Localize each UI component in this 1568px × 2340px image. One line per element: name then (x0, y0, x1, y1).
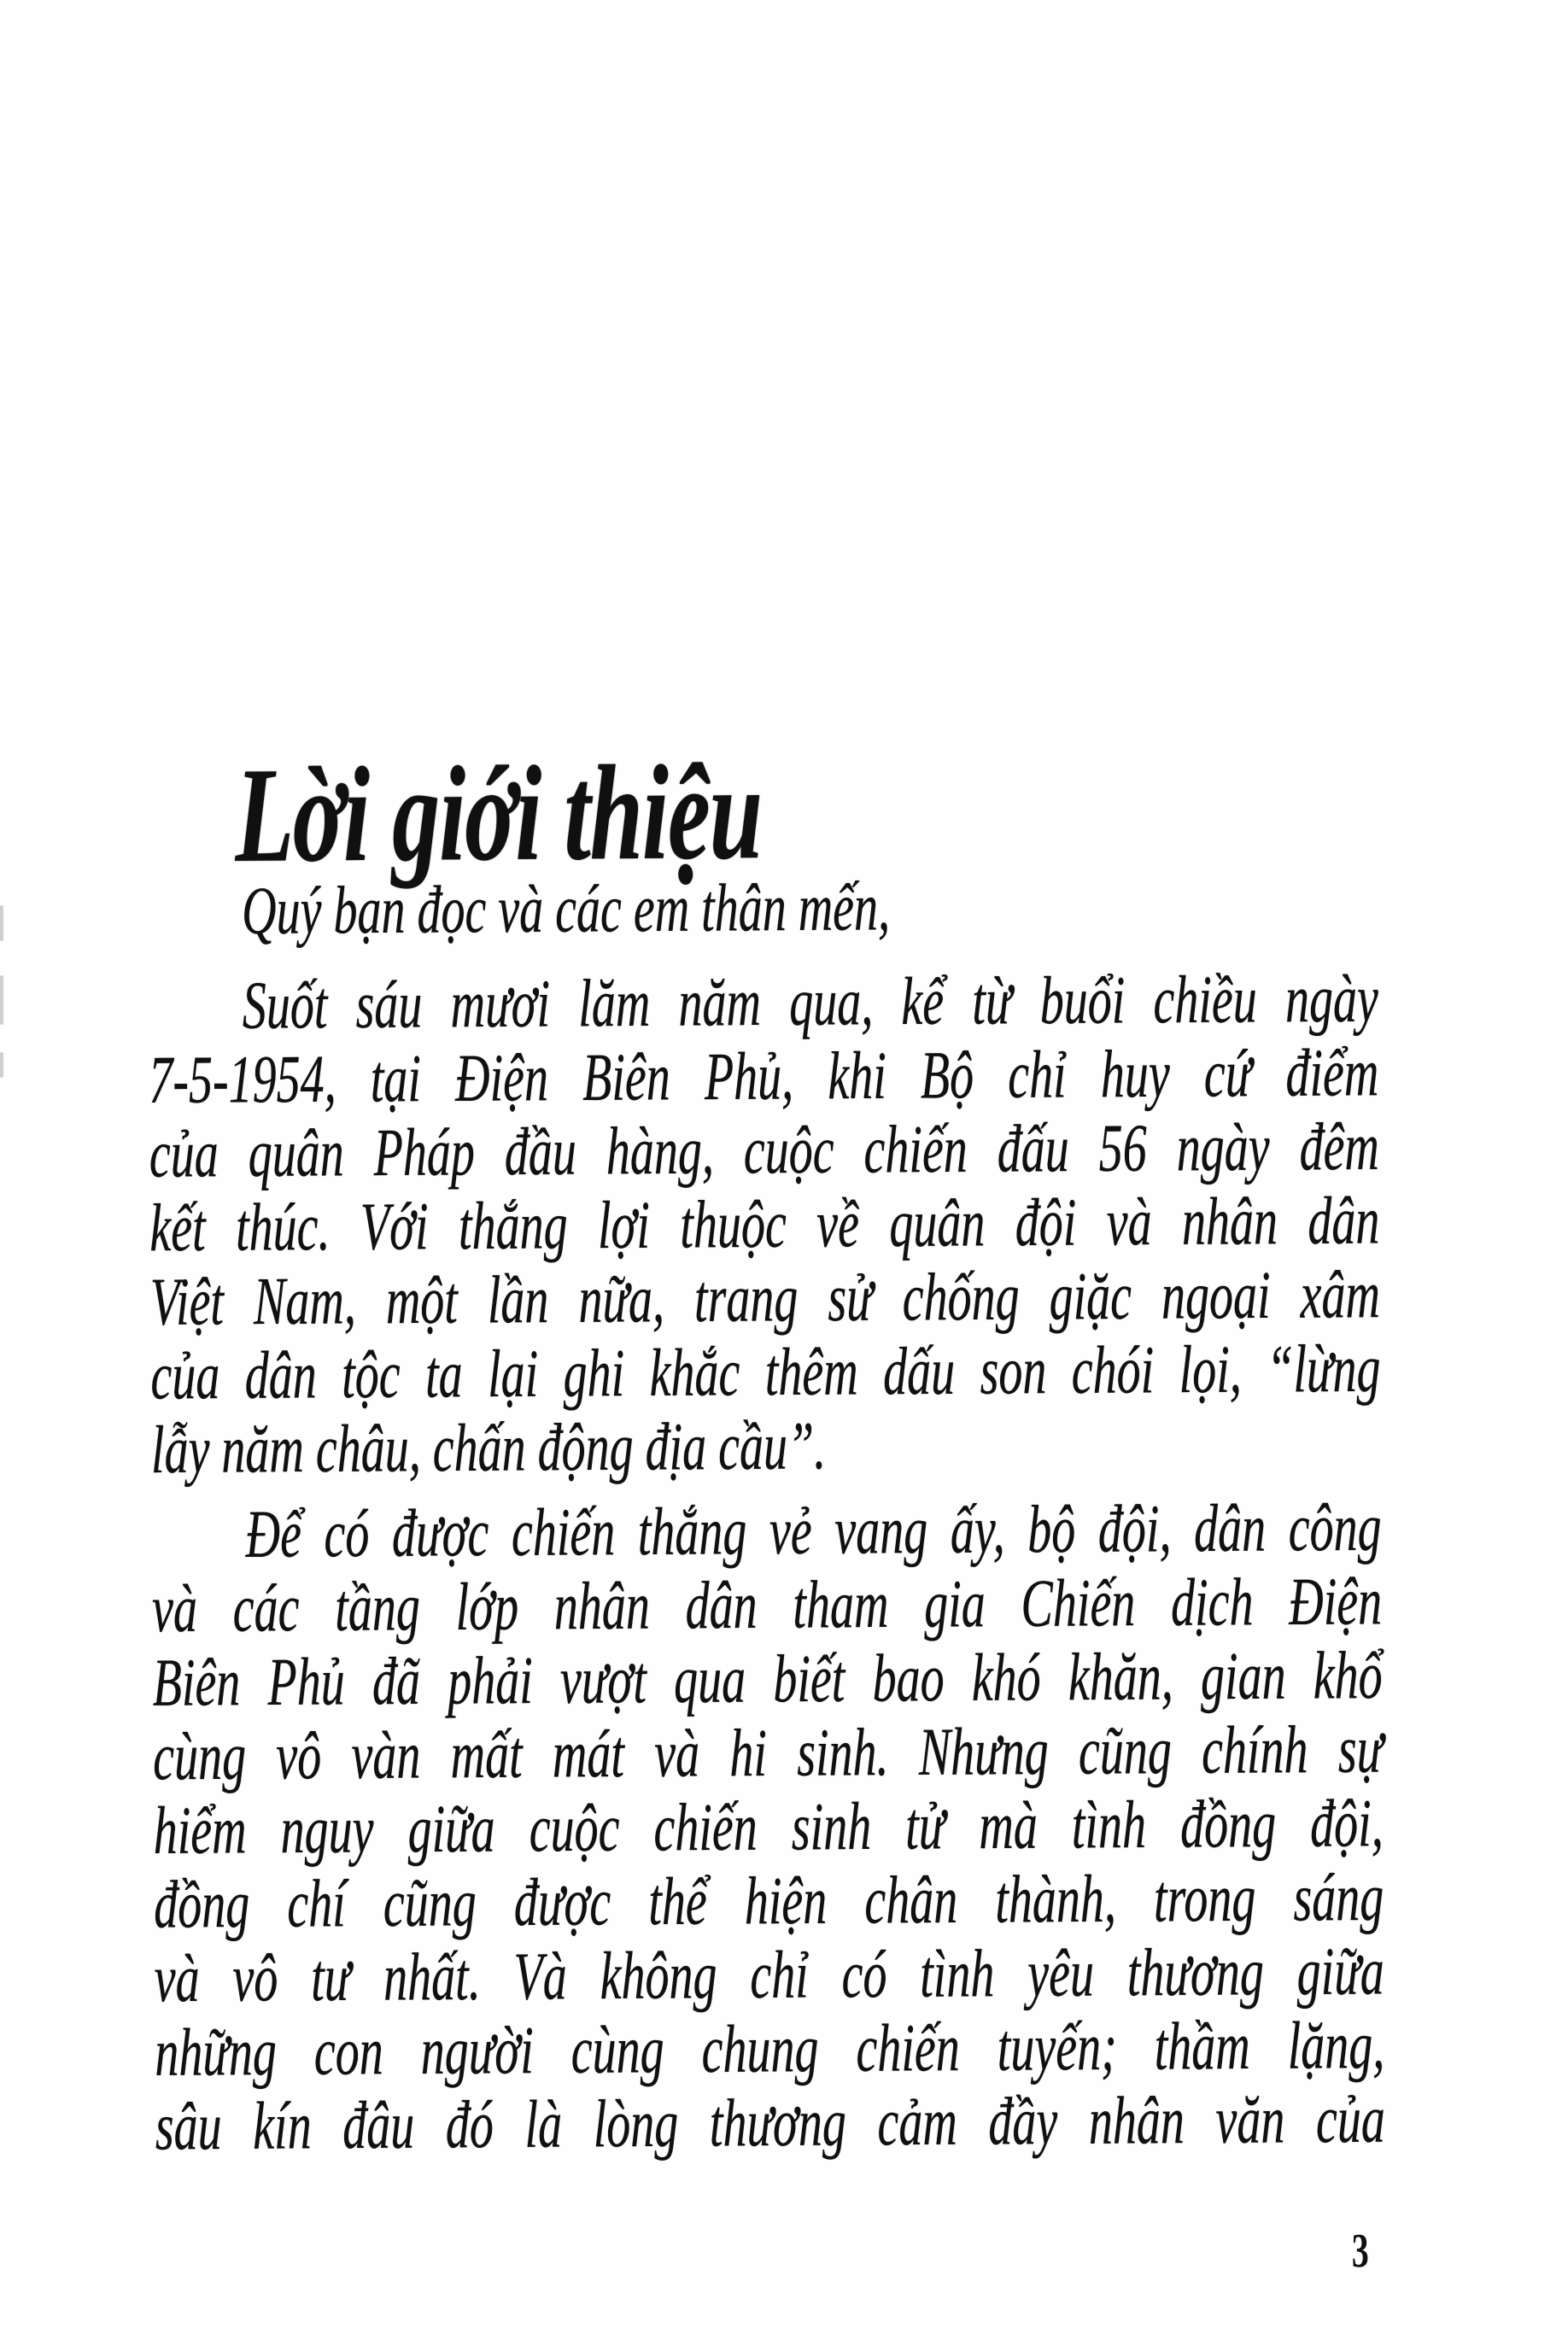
text-line: hiểm nguy giữa cuộc chiến sinh tử mà tình đồng đội, (153, 1786, 1384, 1869)
text-line: cùng vô vàn mất mát và hi sinh. Nhưng cũng chính sự (152, 1712, 1384, 1795)
text-line: của dân tộc ta lại ghi khắc thêm dấu son chói lọi, “lừng (150, 1331, 1381, 1414)
text-line: kết thúc. Với thắng lợi thuộc về quân đội và nhân dân (149, 1183, 1380, 1267)
paragraph (151, 1492, 1385, 2165)
chapter-title: Lời giới thiệu (234, 737, 763, 892)
text-line: và vô tư nhất. Và không chỉ có tình yêu thương giữa (154, 1933, 1385, 2017)
text-line: Quý bạn đọc và các em thân mến, (241, 869, 891, 950)
text-line: đồng chí cũng được thể hiện chân thành, trong sáng (153, 1860, 1384, 1944)
page-number: 3 (1351, 2222, 1369, 2278)
text-line: sâu kín đâu đó là lòng thương cảm đầy nhân văn của (155, 2082, 1386, 2165)
text-line: 7-5-1954, tại Điện Biên Phủ, khi Bộ chỉ huy cứ điểm (149, 1035, 1379, 1119)
text-line: Việt Nam, một lần nữa, trang sử chống giặc ngoại xâm (149, 1257, 1381, 1341)
paragraph (149, 962, 1382, 1488)
text-line: Suốt sáu mươi lăm năm qua, kể từ buổi chiều ngày (242, 962, 1379, 1044)
paragraph (148, 869, 1378, 950)
text-line: và các tầng lớp nhân dân tham gia Chiến dịch Điện (151, 1564, 1383, 1647)
text-line: lẫy năm châu, chấn động địa cầu”. (150, 1408, 827, 1489)
text-line: Để có được chiến thắng vẻ vang ấy, bộ đội, dân công (245, 1490, 1382, 1573)
text-line: của quân Pháp đầu hàng, cuộc chiến đấu 56 ngày đêm (149, 1109, 1380, 1193)
text-line: những con người cùng chung chiến tuyến; thầm lặng, (155, 2008, 1385, 2091)
text-line: Biên Phủ đã phải vượt qua biết bao khó khăn, gian khổ (152, 1638, 1383, 1722)
